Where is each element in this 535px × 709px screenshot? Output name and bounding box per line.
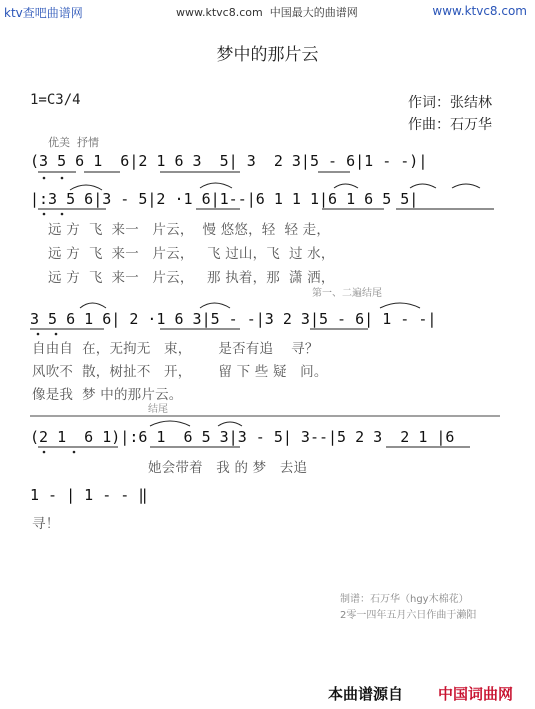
system-2-lyric-1: 远 方 飞 来一 片云， 慢 悠悠，轻 轻 走， [48, 222, 331, 238]
song-title: 梦中的那片云 [216, 45, 319, 65]
system-2-ending-note: 第一、二遍结尾 [312, 288, 382, 299]
slur-mark [80, 303, 106, 308]
system-4-lyric-1: 她会带着 我 的 梦 去追 [148, 460, 308, 476]
system-2-lyric-2: 远 方 飞 来一 片云， 飞 过山，飞 过 水， [48, 246, 335, 262]
slur-mark [70, 185, 102, 190]
slur-mark [452, 184, 480, 188]
system-3-notes: 3 5 6 1 6| 2 ·1 6 3|5 - -|3 2 3|5 - 6| 1 - -| [30, 310, 437, 328]
system-5-lyric-1: 寻！ [32, 516, 60, 532]
octave-dot [61, 177, 64, 180]
slur-mark [200, 303, 230, 308]
system-2-notes: |:3 5 6|3 - 5|2 ·1 6|1--|6 1 1 1|6 1 6 5 5| [30, 190, 419, 208]
system-4-notes: (2 1 6 1)|:6 1 6 5 3|3 - 5| 3--|5 2 3 2 1 |6 [30, 428, 455, 446]
octave-dot [43, 177, 46, 180]
source-label: 本曲谱源自 [328, 685, 404, 703]
octave-dot [43, 213, 46, 216]
transcriber-credit: 制谱：石万华（hgy木棉花） [340, 594, 469, 605]
watermark-left: ktv查吧曲谱网 [4, 6, 83, 20]
slur-mark [200, 183, 232, 188]
system-1-notes: (3 5 6 1 6|2 1 6 3 5| 3 2 3|5 - 6|1 - -)| [30, 152, 428, 170]
system-3-lyric-1: 自由自 在，无拘无 束， 是否有追 寻？ [32, 341, 319, 357]
composer-credit: 作曲：石万华 [408, 117, 492, 133]
watermark-center: www.ktvc8.com 中国最大的曲谱网 [176, 6, 358, 19]
octave-dot [43, 451, 46, 454]
octave-dot [37, 333, 40, 336]
system-2-lyric-3: 远 方 飞 来一 片云， 那 执着，那 潇 洒， [48, 270, 335, 286]
slur-mark [380, 303, 420, 308]
expression-marking: 优美 抒情 [48, 136, 99, 149]
system-3-lyric-3: 像是我 梦 中的那片云。 [32, 387, 183, 403]
lyricist-credit: 作词：张结林 [408, 95, 492, 111]
source-site[interactable]: 中国词曲网 [438, 685, 514, 703]
slur-mark [150, 421, 190, 426]
watermark-right: www.ktvc8.com [432, 4, 527, 18]
system-3-ending-note: 结尾 [148, 404, 168, 415]
slur-mark [218, 422, 242, 426]
octave-dot [73, 451, 76, 454]
system-5-notes: 1 - | 1 - - ‖ [30, 486, 148, 504]
slur-mark [410, 184, 436, 188]
key-signature: 1=C3/4 [30, 92, 81, 108]
slur-mark [334, 184, 358, 188]
octave-dot [55, 333, 58, 336]
composition-date: 2零一四年五月六日作曲于濑阳 [340, 610, 477, 621]
system-3-lyric-2: 风吹不 散，树扯不 开， 留 下 些 疑 问。 [32, 364, 328, 380]
octave-dot [61, 213, 64, 216]
